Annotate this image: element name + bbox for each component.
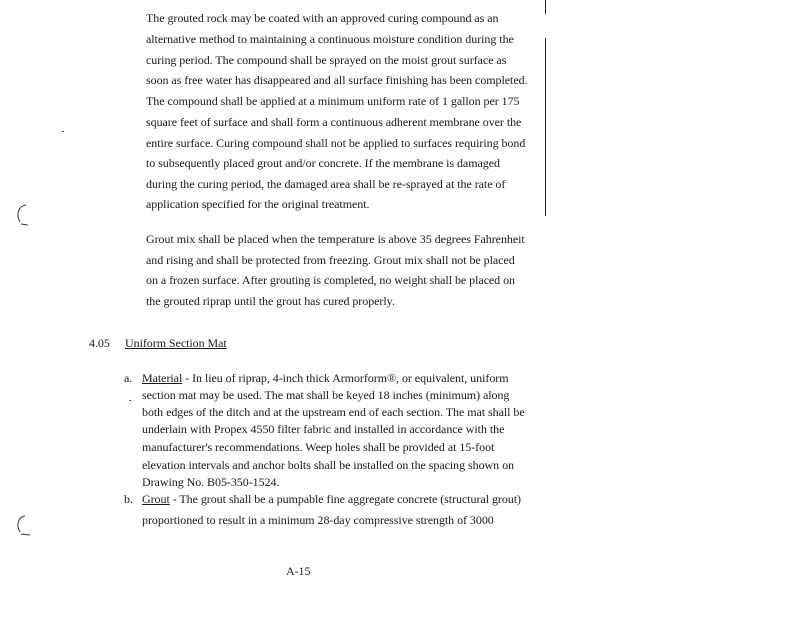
text-line: both edges of the ditch and at the upstream end of each section. The mat shall be bbox=[142, 405, 525, 419]
revision-bar bbox=[545, 38, 546, 216]
list-item-heading: Material bbox=[142, 371, 183, 385]
list-item-heading: Grout bbox=[142, 492, 170, 506]
list-item-first-line-text: - In lieu of riprap, 4-inch thick Armorform®, or equivalent, uniform bbox=[182, 371, 509, 385]
scan-speck bbox=[62, 131, 64, 132]
text-line: proportioned to result in a minimum 28-day compressive strength of 3000 bbox=[142, 513, 494, 527]
text-line: The grouted rock may be coated with an approved curing compound as an bbox=[146, 11, 499, 25]
text-line: section mat may be used. The mat shall be keyed 18 inches (minimum) along bbox=[142, 388, 510, 402]
section-title: Uniform Section Mat bbox=[125, 336, 227, 350]
hole-punch-mark bbox=[12, 513, 34, 537]
text-line: the grouted riprap until the grout has cured properly. bbox=[146, 294, 395, 308]
hole-punch-mark bbox=[12, 203, 34, 227]
text-line: entire surface. Curing compound shall not be applied to surfaces requiring bond bbox=[146, 136, 526, 150]
text-line: square feet of surface and shall form a continuous adherent membrane over the bbox=[146, 115, 522, 129]
text-line: The compound shall be applied at a minimum uniform rate of 1 gallon per 175 bbox=[146, 94, 520, 108]
text-line: manufacturer's recommendations. Weep holes shall be provided at 15-foot bbox=[142, 440, 495, 454]
text-line: during the curing period, the damaged area shall be re-sprayed at the rate of bbox=[146, 177, 506, 191]
page-number: A-15 bbox=[286, 564, 311, 578]
list-item-letter: a. bbox=[124, 371, 133, 385]
text-line: underlain with Propex 4550 filter fabric and installed in accordance with the bbox=[142, 422, 505, 436]
text-line: to subsequently placed grout and/or concrete. If the membrane is damaged bbox=[146, 156, 500, 170]
text-line: soon as free water has disappeared and all surface finishing has been completed. bbox=[146, 73, 528, 87]
section-number: 4.05 bbox=[89, 336, 110, 350]
list-item-first-line bbox=[142, 371, 509, 385]
list-item-letter: b. bbox=[124, 492, 133, 506]
text-line: and rising and shall be protected from freezing. Grout mix shall not be placed bbox=[146, 253, 515, 267]
text-line: alternative method to maintaining a continuous moisture condition during the bbox=[146, 32, 514, 46]
text-line: curing period. The compound shall be sprayed on the moist grout surface as bbox=[146, 53, 507, 67]
text-line: on a frozen surface. After grouting is completed, no weight shall be placed on bbox=[146, 273, 515, 287]
scan-speck bbox=[129, 400, 131, 401]
list-item-first-line bbox=[142, 492, 521, 506]
text-line: application specified for the original treatment. bbox=[146, 197, 370, 211]
text-line: Grout mix shall be placed when the temperature is above 35 degrees Fahrenheit bbox=[146, 232, 525, 246]
text-line: elevation intervals and anchor bolts shall be installed on the spacing shown on bbox=[142, 458, 514, 472]
list-item-first-line-text: - The grout shall be a pumpable fine aggregate concrete (structural grout) bbox=[169, 492, 521, 506]
text-line: Drawing No. B05-350-1524. bbox=[142, 475, 280, 489]
revision-bar bbox=[545, 0, 546, 14]
